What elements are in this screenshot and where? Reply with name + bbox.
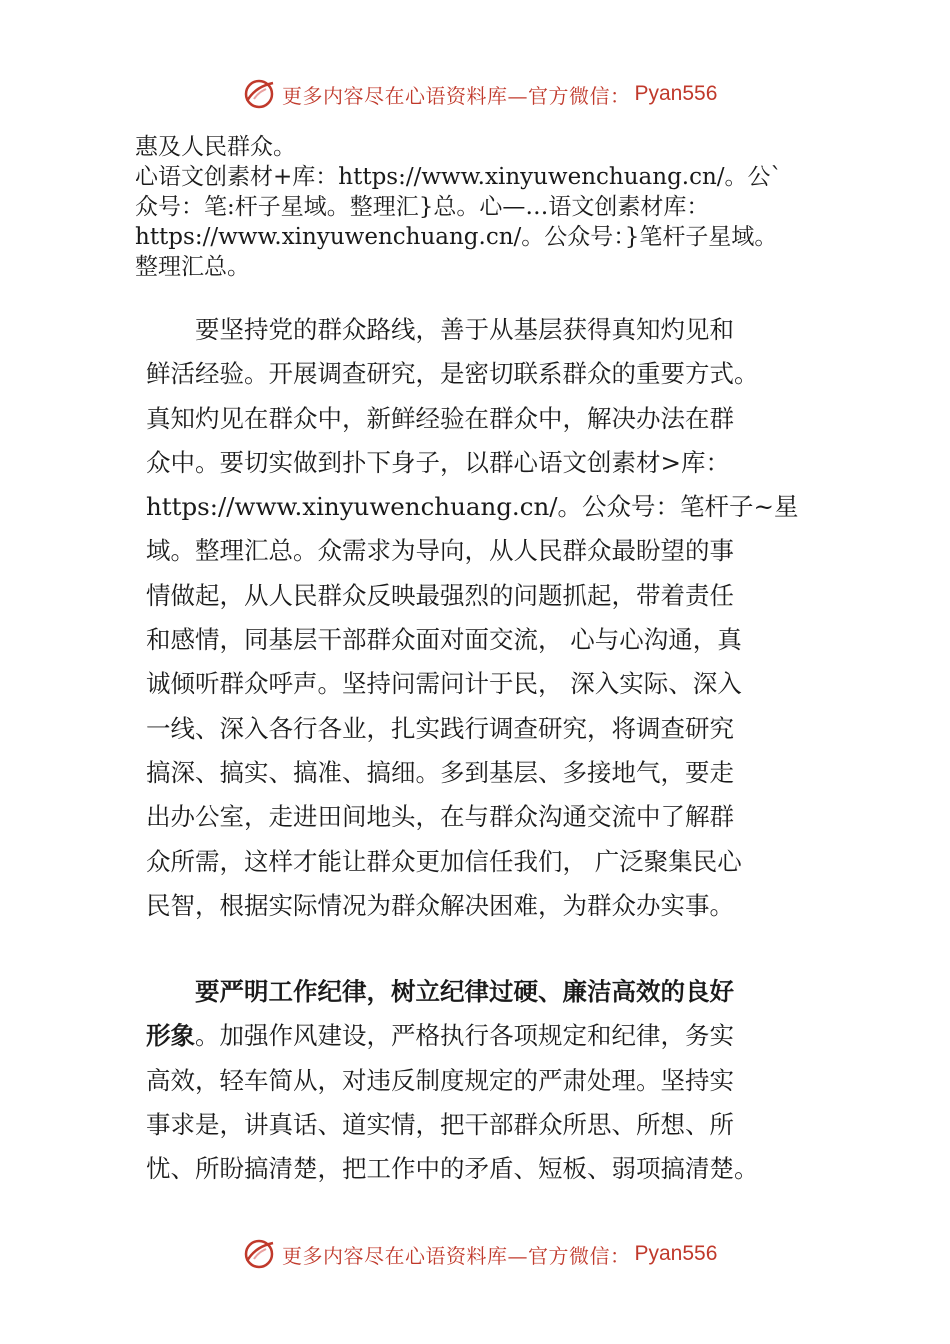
bold-heading: 要严明工作纪律，树立纪律过硬、廉洁高效的良好	[146, 977, 734, 1006]
logo-icon	[242, 1237, 276, 1271]
text-line: 和感情，同基层干部群众面对面交流， 心与心沟通，真	[146, 625, 742, 655]
wechat-id: Pyan556	[634, 1242, 718, 1265]
text-span: 。加强作风建设，严格执行各项规定和纪律，务实	[195, 1021, 734, 1051]
banner-text: 更多内容尽在心语资料库—官方微信：	[282, 1243, 631, 1268]
text-line: 要坚持党的群众路线，善于从基层获得真知灼见和	[146, 315, 734, 344]
text-line: 忧、所盼搞清楚，把工作中的矛盾、短板、弱项搞清楚。	[146, 1154, 759, 1184]
intro-line: 整理汇总。	[135, 254, 250, 280]
banner-text: 更多内容尽在心语资料库—官方微信：	[282, 83, 631, 108]
text-line: 域。整理汇总。众需求为导向，从人民群众最盼望的事	[146, 536, 734, 566]
footer-banner	[0, 1234, 950, 1274]
intro-line: https://www.xinyuwenchuang.cn/。公众号：}笔杆子星域。	[135, 224, 778, 250]
text-line: 高效，轻车简从，对违反制度规定的严肃处理。坚持实	[146, 1065, 734, 1095]
intro-line: 心语文创素材+库：https://www.xinyuwenchuang.cn/。公`	[135, 164, 783, 190]
paragraph-work-discipline	[146, 970, 846, 1191]
text-line: 诚倾听群众呼声。坚持问需问计于民， 深入实际、深入	[146, 669, 742, 699]
text-line: 一线、深入各行各业，扎实践行调查研究，将调查研究	[146, 713, 734, 743]
intro-block	[135, 132, 875, 282]
text-line: 情做起，从人民群众反映最强烈的问题抓起，带着责任	[146, 580, 734, 610]
heading-line	[146, 970, 846, 1014]
header-banner	[0, 74, 950, 114]
text-line: 民智，根据实际情况为群众解决困难，为群众办实事。	[146, 890, 734, 920]
bold-heading-end: 形象	[146, 1021, 195, 1051]
text-line: 真知灼见在群众中，新鲜经验在群众中，解决办法在群	[146, 403, 734, 433]
text-line: 众所需，这样才能让群众更加信任我们， 广泛聚集民心	[146, 846, 742, 876]
wechat-id: Pyan556	[634, 82, 718, 105]
intro-line: 惠及人民群众。	[135, 134, 296, 160]
intro-line: 众号：笔:杆子星域。整理汇}总。心—…语文创素材库：	[135, 194, 710, 220]
text-line: 鲜活经验。开展调查研究，是密切联系群众的重要方式。	[146, 359, 759, 389]
text-line: 众中。要切实做到扑下身子，以群心语文创素材>库：	[146, 447, 731, 477]
text-line: 出办公室，走进田间地头，在与群众沟通交流中了解群	[146, 802, 734, 832]
paragraph-mass-line	[146, 308, 846, 928]
logo-icon	[242, 77, 276, 111]
text-line: 事求是，讲真话、道实情，把干部群众所思、所想、所	[146, 1109, 734, 1139]
text-line: https://www.xinyuwenchuang.cn/。公众号：笔杆子~星	[146, 492, 799, 522]
text-line	[146, 1014, 846, 1058]
text-line: 搞深、搞实、搞准、搞细。多到基层、多接地气，要走	[146, 757, 734, 787]
